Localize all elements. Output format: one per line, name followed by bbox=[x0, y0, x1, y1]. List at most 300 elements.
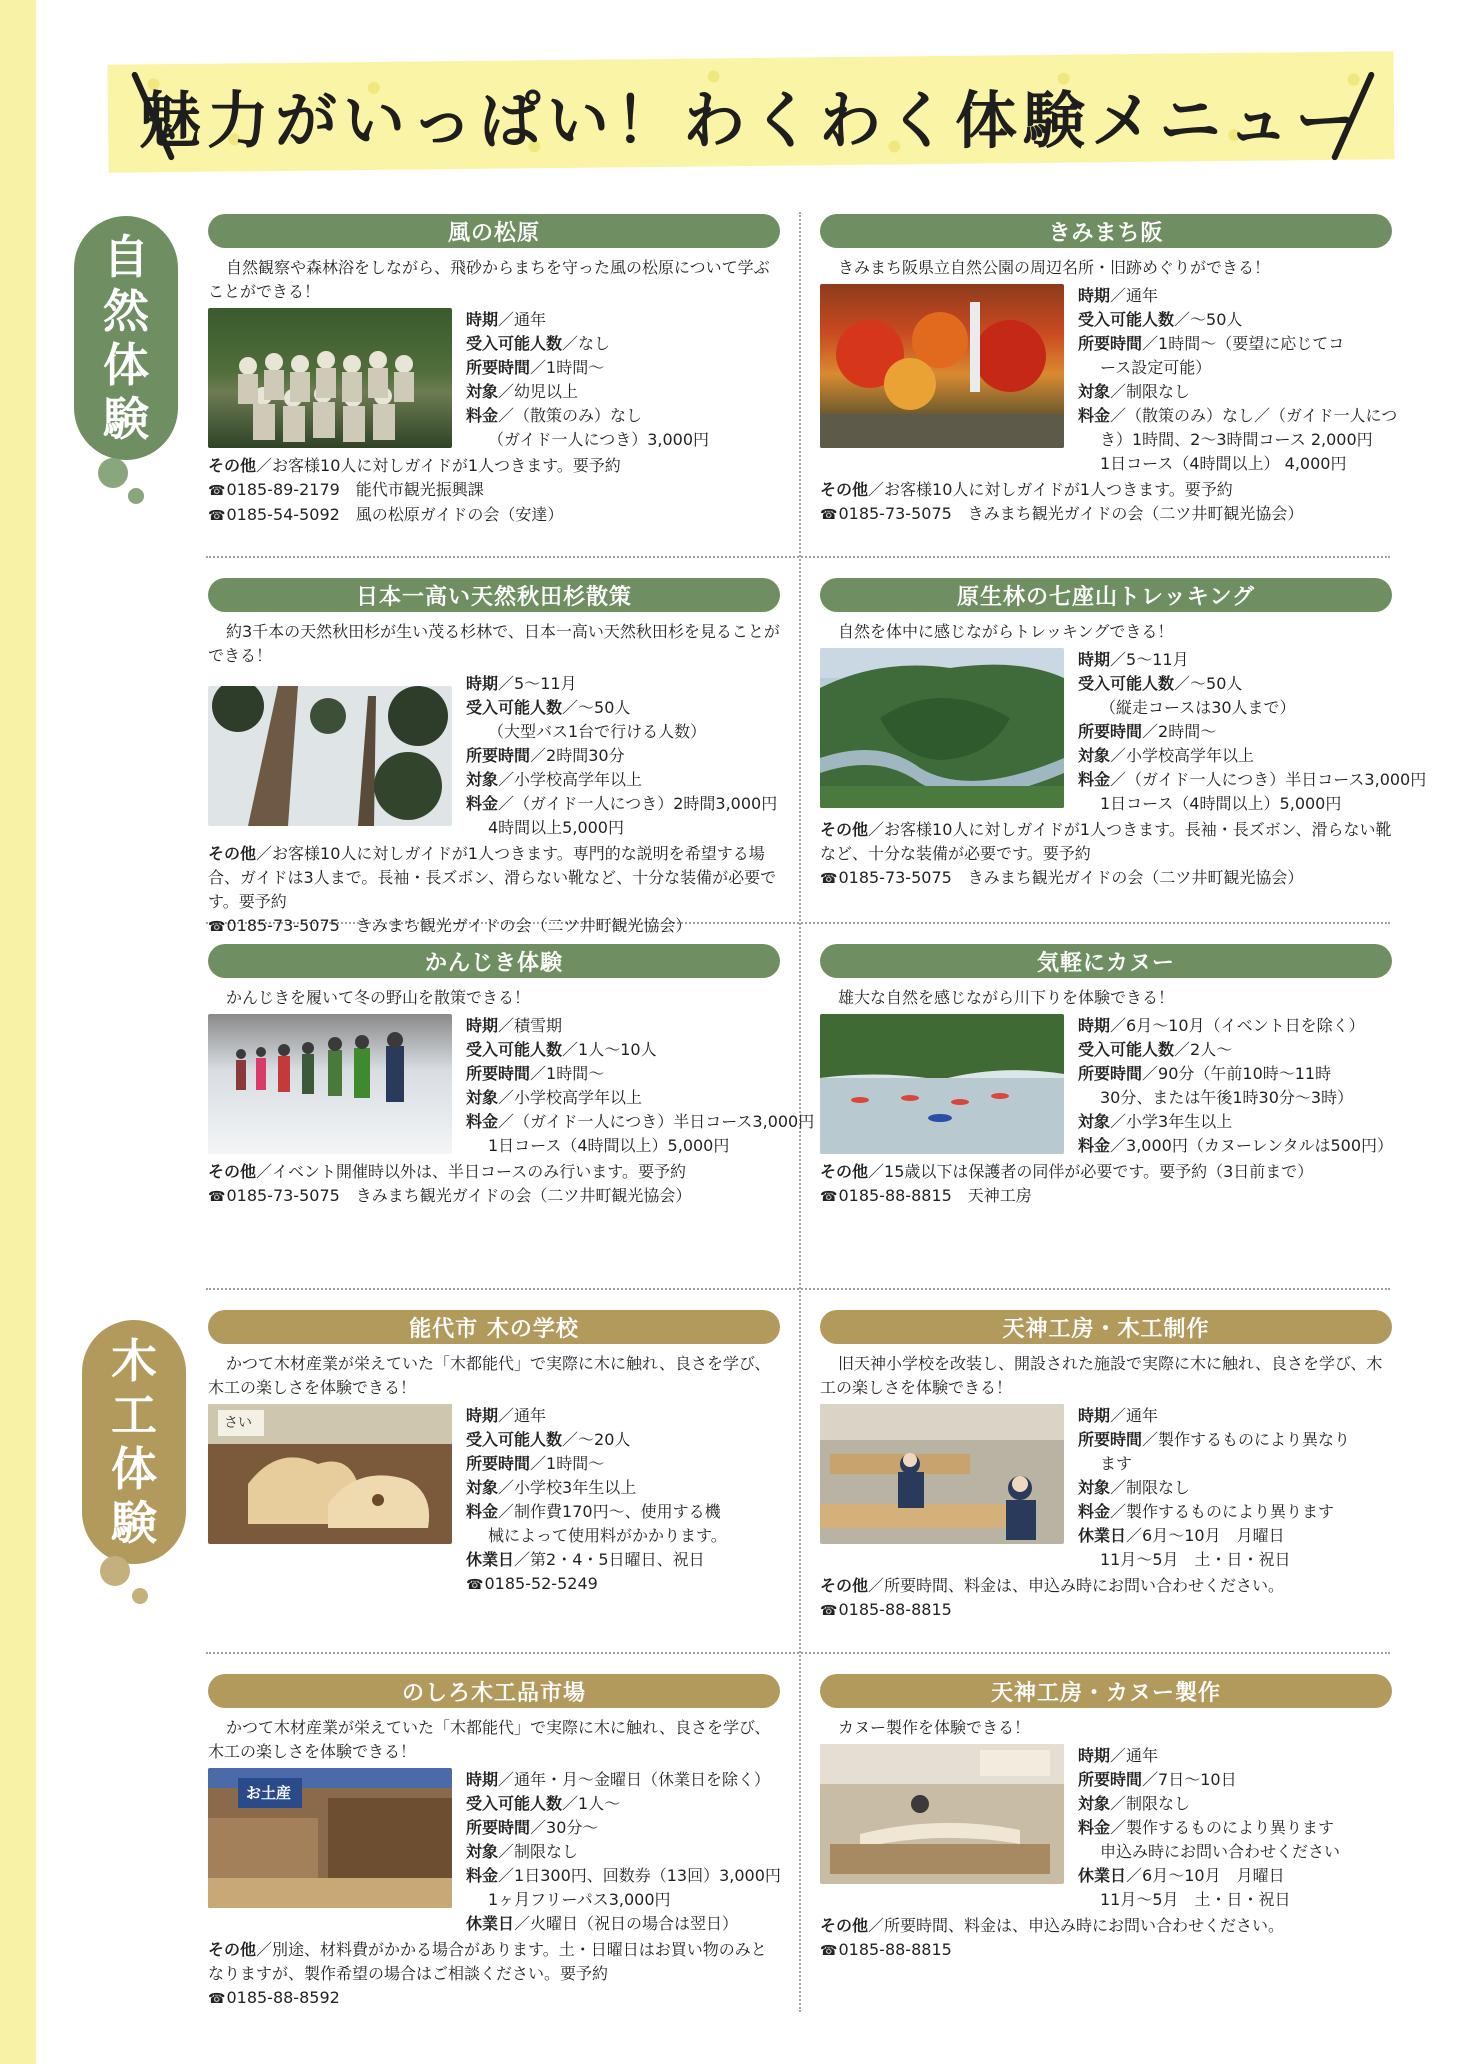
separator: ／ bbox=[868, 480, 885, 499]
detail-value: （ガイド一人につき）半日コース3,000円 bbox=[514, 1112, 815, 1131]
detail-continuation: （縦走コースは30人まで） bbox=[1100, 698, 1296, 717]
separator: ／ bbox=[498, 674, 515, 693]
card-details bbox=[466, 308, 780, 452]
separator: ／ bbox=[498, 406, 515, 425]
note-value: イベント開催時以外は、半日コースのみ行います。要予約 bbox=[272, 1162, 686, 1181]
detail-row bbox=[466, 672, 780, 696]
detail-key: 所要時間 bbox=[1078, 1770, 1143, 1789]
detail-row bbox=[466, 1500, 780, 1524]
category-char: 然 bbox=[103, 284, 149, 338]
separator: ／ bbox=[1110, 1136, 1127, 1155]
detail-key: 時期 bbox=[1078, 1016, 1111, 1035]
phone-number: ☎ 0185-73-5075 きみまち観光ガイドの会（二ツ井町観光協会） bbox=[820, 502, 1392, 527]
detail-continuation: 1日コース（4時間以上）5,000円 bbox=[1100, 794, 1342, 813]
nature-experience-label bbox=[74, 216, 178, 460]
card-nanakurayama-trekking bbox=[820, 578, 1427, 891]
separator: ／ bbox=[1110, 1746, 1127, 1765]
card-notes bbox=[820, 1160, 1392, 1209]
detail-key: 対象 bbox=[1078, 746, 1111, 765]
separator: ／ bbox=[1142, 722, 1159, 741]
card-details bbox=[1078, 648, 1426, 816]
card-title: 風の松原 bbox=[208, 214, 780, 248]
detail-key: 時期 bbox=[466, 1406, 499, 1425]
separator: ／ bbox=[498, 794, 515, 813]
autumn-photo bbox=[820, 284, 1064, 448]
detail-value: 2人〜 bbox=[1190, 1040, 1233, 1059]
card-intro: 自然観察や森林浴をしながら、飛砂からまちを守った風の松原について学ぶことができる！ bbox=[208, 258, 770, 301]
other-note bbox=[208, 842, 780, 914]
separator: ／ bbox=[530, 746, 547, 765]
detail-row bbox=[466, 696, 780, 720]
detail-value: 小学校3年生以上 bbox=[514, 1478, 637, 1497]
category-char: 自 bbox=[103, 230, 149, 284]
card-title: きみまち阪 bbox=[820, 214, 1392, 248]
detail-value: 通年 bbox=[514, 1406, 547, 1425]
separator: ／ bbox=[1110, 286, 1127, 305]
detail-key: 対象 bbox=[466, 1088, 499, 1107]
detail-value: 1時間〜（要望に応じてコ bbox=[1158, 334, 1345, 353]
detail-row bbox=[466, 744, 780, 768]
detail-value: 幼児以上 bbox=[514, 382, 579, 401]
wooden-puzzle-photo bbox=[208, 1404, 452, 1544]
detail-value: 製作するものにより異なり bbox=[1158, 1430, 1351, 1449]
separator: ／ bbox=[1110, 1016, 1127, 1035]
detail-row bbox=[466, 1110, 814, 1134]
woodwork-experience-label bbox=[82, 1320, 186, 1564]
detail-key: 料金 bbox=[466, 406, 499, 425]
card-title: かんじき体験 bbox=[208, 944, 780, 978]
detail-row bbox=[1078, 1500, 1392, 1524]
separator: ／ bbox=[498, 1112, 515, 1131]
detail-value: 小学校高学年以上 bbox=[1126, 746, 1255, 765]
card-title: 原生林の七座山トレッキング bbox=[820, 578, 1392, 612]
detail-row bbox=[466, 404, 780, 428]
separator: ／ bbox=[868, 1162, 885, 1181]
phone-number: ☎ 0185-88-8592 bbox=[208, 1986, 780, 2011]
detail-key: 対象 bbox=[466, 770, 499, 789]
detail-value: 小学校高学年以上 bbox=[514, 1088, 643, 1107]
note-key: その他 bbox=[208, 844, 257, 863]
separator: ／ bbox=[1110, 650, 1127, 669]
detail-value: 〜20人 bbox=[578, 1430, 631, 1449]
detail-key: 受入可能人数 bbox=[466, 698, 563, 717]
separator: ／ bbox=[1110, 746, 1127, 765]
detail-key: 受入可能人数 bbox=[1078, 674, 1175, 693]
card-notes bbox=[820, 1914, 1392, 1963]
detail-value: 通年 bbox=[1126, 1406, 1159, 1425]
card-title: 天神工房・木工制作 bbox=[820, 1310, 1392, 1344]
detail-value: 5〜11月 bbox=[514, 674, 577, 693]
detail-value: 小学3年生以上 bbox=[1126, 1112, 1233, 1131]
detail-key: 料金 bbox=[466, 1112, 499, 1131]
card-noshiro-wood-school bbox=[208, 1310, 780, 1599]
detail-row bbox=[1078, 1062, 1393, 1086]
woodwork-class-photo bbox=[820, 1404, 1064, 1544]
other-note bbox=[208, 1938, 780, 1986]
card-title: 天神工房・カヌー製作 bbox=[820, 1674, 1392, 1708]
row-divider bbox=[206, 556, 1390, 558]
card-kaze-no-matsubara bbox=[208, 214, 780, 528]
separator: ／ bbox=[1126, 1526, 1143, 1545]
separator: ／ bbox=[498, 1478, 515, 1497]
detail-row bbox=[1078, 1792, 1392, 1816]
detail-value: 〜50人 bbox=[578, 698, 631, 717]
note-key: その他 bbox=[820, 480, 869, 499]
detail-row bbox=[466, 1014, 814, 1038]
detail-continuation: 1日コース（4時間以上） 4,000円 bbox=[1100, 454, 1347, 473]
detail-row bbox=[466, 1452, 780, 1476]
detail-row bbox=[466, 1404, 780, 1428]
detail-row bbox=[466, 332, 780, 356]
detail-key: 対象 bbox=[466, 1842, 499, 1861]
separator: ／ bbox=[530, 358, 547, 377]
separator: ／ bbox=[498, 1842, 515, 1861]
detail-key: 休業日 bbox=[466, 1550, 515, 1569]
detail-value: 〜50人 bbox=[1190, 310, 1243, 329]
other-note bbox=[208, 1160, 780, 1184]
detail-value: 小学校高学年以上 bbox=[514, 770, 643, 789]
separator: ／ bbox=[1126, 1866, 1143, 1885]
detail-row bbox=[1078, 672, 1426, 696]
card-title: のしろ木工品市場 bbox=[208, 1674, 780, 1708]
detail-key: 対象 bbox=[1078, 382, 1111, 401]
river-mountain-photo bbox=[820, 648, 1064, 808]
note-key: その他 bbox=[820, 820, 869, 839]
phone-number: ☎ 0185-88-8815 bbox=[820, 1938, 1392, 1963]
detail-row bbox=[1078, 1744, 1392, 1768]
separator: ／ bbox=[562, 698, 579, 717]
detail-value: 5〜11月 bbox=[1126, 650, 1189, 669]
detail-key: 受入可能人数 bbox=[466, 334, 563, 353]
phone-number: ☎ 0185-88-8815 bbox=[820, 1598, 1392, 1623]
detail-key: 休業日 bbox=[466, 1914, 515, 1933]
separator: ／ bbox=[1174, 1040, 1191, 1059]
detail-key: 料金 bbox=[466, 794, 499, 813]
card-kimimachizaka bbox=[820, 214, 1398, 527]
detail-row bbox=[1078, 1110, 1393, 1134]
detail-key: 料金 bbox=[1078, 1136, 1111, 1155]
card-intro: 約3千本の天然秋田杉が生い茂る杉林で、日本一高い天然秋田杉を見ることができる！ bbox=[208, 622, 780, 665]
detail-row bbox=[1078, 1038, 1393, 1062]
detail-value: 1人〜 bbox=[578, 1794, 621, 1813]
detail-key: 料金 bbox=[1078, 770, 1111, 789]
detail-value: 通年 bbox=[514, 310, 547, 329]
detail-value: 6月〜10月（イベント日を除く） bbox=[1126, 1016, 1365, 1035]
separator: ／ bbox=[1142, 334, 1159, 353]
detail-key: 料金 bbox=[1078, 406, 1111, 425]
separator: ／ bbox=[562, 1040, 579, 1059]
detail-key: 時期 bbox=[1078, 286, 1111, 305]
page-title: 魅力がいっぱい！わくわく体験メニュー bbox=[138, 83, 1363, 157]
detail-continuation: 1日コース（4時間以上）5,000円 bbox=[488, 1136, 730, 1155]
detail-continuation: 11月〜5月 土・日・祝日 bbox=[1100, 1890, 1291, 1909]
detail-value: 制作費170円〜、使用する機 bbox=[514, 1502, 721, 1521]
detail-key: 時期 bbox=[466, 310, 499, 329]
detail-value: （散策のみ）なし／（ガイド一人につ bbox=[1126, 406, 1398, 425]
detail-value: 製作するものにより異ります bbox=[1126, 1818, 1335, 1837]
detail-row bbox=[1078, 1816, 1392, 1840]
separator: ／ bbox=[1110, 382, 1127, 401]
card-details bbox=[1078, 1404, 1392, 1572]
card-tenjin-canoe-building bbox=[820, 1674, 1392, 1963]
note-key: その他 bbox=[208, 456, 257, 475]
phone-number: ☎ 0185-52-5249 bbox=[466, 1572, 780, 1597]
detail-continuation: 申込み時にお問い合わせください bbox=[1100, 1842, 1341, 1861]
card-details bbox=[1078, 1744, 1392, 1912]
detail-key: 休業日 bbox=[1078, 1526, 1127, 1545]
detail-key: 受入可能人数 bbox=[466, 1040, 563, 1059]
note-value: お客様10人に対しガイドが1人つきます。要予約 bbox=[272, 456, 621, 475]
photo-sign: さい bbox=[224, 1415, 252, 1431]
detail-continuation: 械によって使用料がかかります。 bbox=[488, 1526, 727, 1545]
card-canoe bbox=[820, 944, 1392, 1209]
card-akita-cedar-walk bbox=[208, 578, 780, 939]
decor-dot bbox=[100, 1556, 130, 1586]
detail-row bbox=[466, 1792, 781, 1816]
separator: ／ bbox=[514, 1550, 531, 1569]
separator: ／ bbox=[498, 382, 515, 401]
decor-dot bbox=[132, 1588, 148, 1604]
detail-row bbox=[1078, 1014, 1393, 1038]
detail-value: 製作するものにより異ります bbox=[1126, 1502, 1335, 1521]
detail-row bbox=[1078, 284, 1397, 308]
card-intro: 旧天神小学校を改装し、開設された施設で実際に木に触れ、良さを学び、木工の楽しさを体験できる！ bbox=[820, 1354, 1383, 1397]
cedar-photo bbox=[208, 686, 452, 826]
detail-row bbox=[1078, 1134, 1393, 1158]
detail-continuation: 1ヶ月フリーパス3,000円 bbox=[488, 1890, 671, 1909]
detail-value: 制限なし bbox=[1126, 1478, 1191, 1497]
detail-row bbox=[466, 1912, 781, 1936]
card-notes bbox=[208, 842, 780, 939]
separator: ／ bbox=[256, 1940, 273, 1959]
category-char: 験 bbox=[111, 1496, 157, 1550]
card-details bbox=[466, 1014, 814, 1158]
detail-continuation: 30分、または午後1時30分〜3時） bbox=[1100, 1088, 1354, 1107]
card-intro: かつて木材産業が栄えていた「木都能代」で実際に木に触れ、良さを学び、木工の楽しさを体験できる！ bbox=[208, 1354, 771, 1397]
detail-value: 制限なし bbox=[1126, 1794, 1191, 1813]
detail-value: 制限なし bbox=[514, 1842, 579, 1861]
detail-value: 火曜日（祝日の場合は翌日） bbox=[530, 1914, 739, 1933]
detail-value: なし bbox=[578, 334, 611, 353]
note-value: 別途、材料費がかかる場合があります。土・日曜日はお買い物のみとなりますが、製作希望の場合はご相談ください。要予約 bbox=[208, 1940, 767, 1983]
separator: ／ bbox=[1110, 1502, 1127, 1521]
group-photo bbox=[208, 308, 452, 448]
separator: ／ bbox=[498, 1770, 515, 1789]
detail-row bbox=[466, 1816, 781, 1840]
card-details bbox=[466, 1404, 780, 1597]
detail-key: 所要時間 bbox=[466, 1454, 531, 1473]
detail-key: 所要時間 bbox=[1078, 1064, 1143, 1083]
detail-row bbox=[466, 308, 780, 332]
detail-row bbox=[466, 1840, 781, 1864]
separator: ／ bbox=[514, 1914, 531, 1933]
decor-dot bbox=[128, 488, 144, 504]
detail-value: 3,000円（カヌーレンタルは500円） bbox=[1126, 1136, 1394, 1155]
detail-value: 30分〜 bbox=[546, 1818, 599, 1837]
note-value: お客様10人に対しガイドが1人つきます。長袖・長ズボン、滑らない靴など、十分な装備が必要です。要予約 bbox=[820, 820, 1392, 863]
detail-key: 対象 bbox=[1078, 1478, 1111, 1497]
separator: ／ bbox=[1110, 1112, 1127, 1131]
separator: ／ bbox=[1174, 310, 1191, 329]
card-details bbox=[466, 672, 780, 840]
detail-value: 制限なし bbox=[1126, 382, 1191, 401]
detail-continuation: （大型バス1台で行ける人数） bbox=[488, 722, 707, 741]
detail-row bbox=[466, 1548, 780, 1572]
detail-row bbox=[1078, 332, 1397, 356]
detail-key: 時期 bbox=[466, 1770, 499, 1789]
detail-continuation: （ガイド一人につき）3,000円 bbox=[488, 430, 710, 449]
detail-row bbox=[1078, 1864, 1392, 1888]
detail-value: 第2・4・5日曜日、祝日 bbox=[530, 1550, 705, 1569]
category-char: 体 bbox=[103, 338, 149, 392]
card-intro: かんじきを履いて冬の野山を散策できる！ bbox=[226, 988, 531, 1007]
detail-key: 所要時間 bbox=[1078, 1430, 1143, 1449]
note-key: その他 bbox=[820, 1916, 869, 1935]
detail-value: 1時間〜 bbox=[546, 1454, 605, 1473]
detail-key: 対象 bbox=[466, 382, 499, 401]
separator: ／ bbox=[562, 1430, 579, 1449]
detail-value: 6月〜10月 月曜日 bbox=[1142, 1866, 1285, 1885]
other-note bbox=[820, 1160, 1392, 1184]
note-value: 15歳以下は保護者の同伴が必要です。要予約（3日前まで） bbox=[884, 1162, 1314, 1181]
detail-key: 受入可能人数 bbox=[466, 1794, 563, 1813]
separator: ／ bbox=[1142, 1064, 1159, 1083]
separator: ／ bbox=[530, 1818, 547, 1837]
separator: ／ bbox=[498, 1088, 515, 1107]
phone-number: ☎ 0185-73-5075 きみまち観光ガイドの会（二ツ井町観光協会） bbox=[820, 866, 1392, 891]
detail-key: 受入可能人数 bbox=[1078, 310, 1175, 329]
separator: ／ bbox=[1142, 1430, 1159, 1449]
canoe-workshop-photo bbox=[820, 1744, 1064, 1884]
card-notes bbox=[208, 1938, 780, 2011]
card-notes bbox=[820, 818, 1392, 891]
card-noshiro-wood-market bbox=[208, 1674, 780, 2011]
detail-value: 通年・月〜金曜日（休業日を除く） bbox=[514, 1770, 771, 1789]
other-note bbox=[820, 1914, 1392, 1938]
detail-key: 時期 bbox=[1078, 650, 1111, 669]
canoe-river-photo bbox=[820, 1014, 1064, 1154]
detail-key: 受入可能人数 bbox=[466, 1430, 563, 1449]
other-note bbox=[820, 1574, 1392, 1598]
separator: ／ bbox=[256, 1162, 273, 1181]
note-value: 所要時間、料金は、申込み時にお問い合わせください。 bbox=[884, 1576, 1285, 1595]
separator: ／ bbox=[1110, 1478, 1127, 1497]
card-intro: 雄大な自然を感じながら川下りを体験できる！ bbox=[838, 988, 1175, 1007]
detail-value: 通年 bbox=[1126, 1746, 1159, 1765]
detail-value: （ガイド一人につき）半日コース3,000円 bbox=[1126, 770, 1427, 789]
detail-row bbox=[1078, 1476, 1392, 1500]
note-value: 所要時間、料金は、申込み時にお問い合わせください。 bbox=[884, 1916, 1285, 1935]
separator: ／ bbox=[1110, 1406, 1127, 1425]
note-key: その他 bbox=[820, 1576, 869, 1595]
detail-row bbox=[466, 1062, 814, 1086]
card-intro: カヌー製作を体験できる！ bbox=[838, 1718, 1031, 1737]
detail-value: 6月〜10月 月曜日 bbox=[1142, 1526, 1285, 1545]
detail-key: 受入可能人数 bbox=[1078, 1040, 1175, 1059]
detail-row bbox=[1078, 720, 1426, 744]
detail-key: 所要時間 bbox=[1078, 334, 1143, 353]
separator: ／ bbox=[498, 1502, 515, 1521]
other-note bbox=[208, 454, 780, 478]
detail-row bbox=[1078, 380, 1397, 404]
detail-row bbox=[1078, 768, 1426, 792]
separator: ／ bbox=[868, 1916, 885, 1935]
detail-key: 所要時間 bbox=[466, 746, 531, 765]
card-kanjiki bbox=[208, 944, 815, 1209]
separator: ／ bbox=[256, 844, 273, 863]
note-value: お客様10人に対しガイドが1人つきます。要予約 bbox=[884, 480, 1233, 499]
detail-row bbox=[466, 1864, 781, 1888]
category-char: 験 bbox=[103, 392, 149, 446]
category-char: 木 bbox=[111, 1334, 157, 1388]
detail-row bbox=[1078, 308, 1397, 332]
detail-row bbox=[1078, 1524, 1392, 1548]
note-key: その他 bbox=[208, 1162, 257, 1181]
detail-value: 通年 bbox=[1126, 286, 1159, 305]
detail-continuation: ース設定可能） bbox=[1100, 358, 1212, 377]
detail-row bbox=[466, 1768, 781, 1792]
detail-value: 7日〜10日 bbox=[1158, 1770, 1237, 1789]
card-intro: 自然を体中に感じながらトレッキングできる！ bbox=[838, 622, 1174, 641]
detail-value: 1人〜10人 bbox=[578, 1040, 657, 1059]
separator: ／ bbox=[530, 1454, 547, 1473]
detail-value: 2時間30分 bbox=[546, 746, 625, 765]
detail-key: 対象 bbox=[1078, 1112, 1111, 1131]
detail-row bbox=[466, 1086, 814, 1110]
detail-value: 2時間〜 bbox=[1158, 722, 1217, 741]
phone-number: ☎ 0185-88-8815 天神工房 bbox=[820, 1184, 1392, 1209]
card-notes bbox=[208, 454, 780, 528]
detail-key: 休業日 bbox=[1078, 1866, 1127, 1885]
card-notes bbox=[820, 478, 1392, 527]
detail-key: 所要時間 bbox=[466, 358, 531, 377]
separator: ／ bbox=[256, 456, 273, 475]
detail-key: 時期 bbox=[466, 1016, 499, 1035]
detail-row bbox=[466, 356, 780, 380]
detail-value: 1日300円、回数券（13回）3,000円 bbox=[514, 1866, 781, 1885]
separator: ／ bbox=[1174, 674, 1191, 693]
card-details bbox=[466, 1768, 781, 1936]
detail-row bbox=[1078, 648, 1426, 672]
separator: ／ bbox=[1110, 406, 1127, 425]
separator: ／ bbox=[530, 1064, 547, 1083]
detail-row bbox=[466, 792, 780, 816]
detail-row bbox=[466, 380, 780, 404]
detail-value: 90分（午前10時〜11時 bbox=[1158, 1064, 1332, 1083]
souvenir-shop-photo bbox=[208, 1768, 452, 1908]
detail-row bbox=[1078, 1768, 1392, 1792]
detail-key: 対象 bbox=[1078, 1794, 1111, 1813]
detail-continuation: ます bbox=[1100, 1454, 1133, 1473]
decor-dot bbox=[98, 458, 128, 488]
detail-continuation: 11月〜5月 土・日・祝日 bbox=[1100, 1550, 1291, 1569]
detail-row bbox=[466, 1428, 780, 1452]
detail-key: 時期 bbox=[1078, 1746, 1111, 1765]
card-notes bbox=[208, 1160, 780, 1209]
separator: ／ bbox=[868, 1576, 885, 1595]
detail-key: 所要時間 bbox=[466, 1818, 531, 1837]
card-details bbox=[1078, 1014, 1393, 1158]
detail-row bbox=[1078, 404, 1397, 428]
detail-value: 積雪期 bbox=[514, 1016, 563, 1035]
separator: ／ bbox=[498, 1866, 515, 1885]
detail-key: 料金 bbox=[1078, 1502, 1111, 1521]
card-title: 日本一高い天然秋田杉散策 bbox=[208, 578, 780, 612]
category-char: 工 bbox=[111, 1388, 157, 1442]
photo-sign: お土産 bbox=[246, 1784, 292, 1802]
note-key: その他 bbox=[208, 1940, 257, 1959]
detail-value: 1時間〜 bbox=[546, 358, 605, 377]
